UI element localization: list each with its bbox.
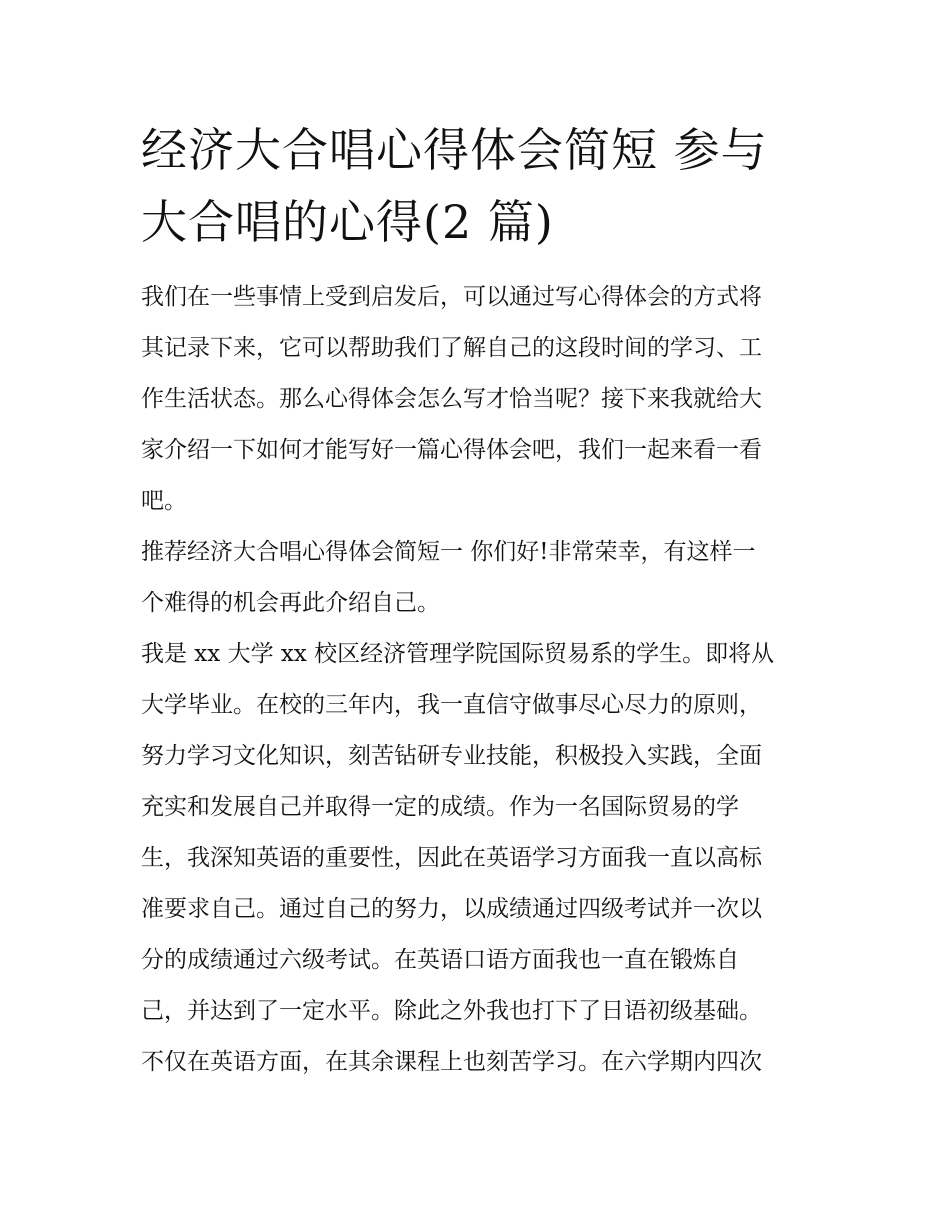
body-line: 推荐经济大合唱心得体会简短一 你们好!非常荣幸，有这样一: [141, 539, 756, 565]
title-line-2: 大合唱的心得(2 篇): [141, 195, 554, 249]
body-line: 努力学习文化知识，刻苦钻研专业技能，积极投入实践，全面: [141, 743, 762, 769]
body-line: 吧。: [141, 488, 187, 514]
body-line: 其记录下来，它可以帮助我们了解自己的这段时间的学习、工: [141, 335, 762, 361]
body-line: 我们在一些事情上受到启发后，可以通过写心得体会的方式将: [141, 284, 762, 310]
body-line: 不仅在英语方面，在其余课程上也刻苦学习。在六学期内四次: [141, 1049, 762, 1075]
document-title: [141, 114, 813, 258]
body-line: 作生活状态。那么心得体会怎么写才恰当呢？接下来我就给大: [141, 386, 762, 412]
document-body: [141, 272, 813, 1088]
body-line: 大学毕业。在校的三年内，我一直信守做事尽心尽力的原则，: [141, 692, 762, 718]
document-content: [141, 114, 813, 1088]
body-line: 家介绍一下如何才能写好一篇心得体会吧，我们一起来看一看: [141, 437, 762, 463]
body-line: 分的成绩通过六级考试。在英语口语方面我也一直在锻炼自: [141, 947, 739, 973]
body-line: 个难得的机会再此介绍自己。: [141, 590, 440, 616]
body-line: 充实和发展自己并取得一定的成绩。作为一名国际贸易的学: [141, 794, 739, 820]
body-line: 我是 xx 大学 xx 校区经济管理学院国际贸易系的学生。即将从: [141, 641, 775, 667]
title-line-1: 经济大合唱心得体会简短 参与: [141, 123, 768, 177]
body-line: 己，并达到了一定水平。除此之外我也打下了日语初级基础。: [141, 998, 762, 1024]
body-line: 生，我深知英语的重要性，因此在英语学习方面我一直以高标: [141, 845, 762, 871]
body-line: 准要求自己。通过自己的努力，以成绩通过四级考试并一次以: [141, 896, 762, 922]
